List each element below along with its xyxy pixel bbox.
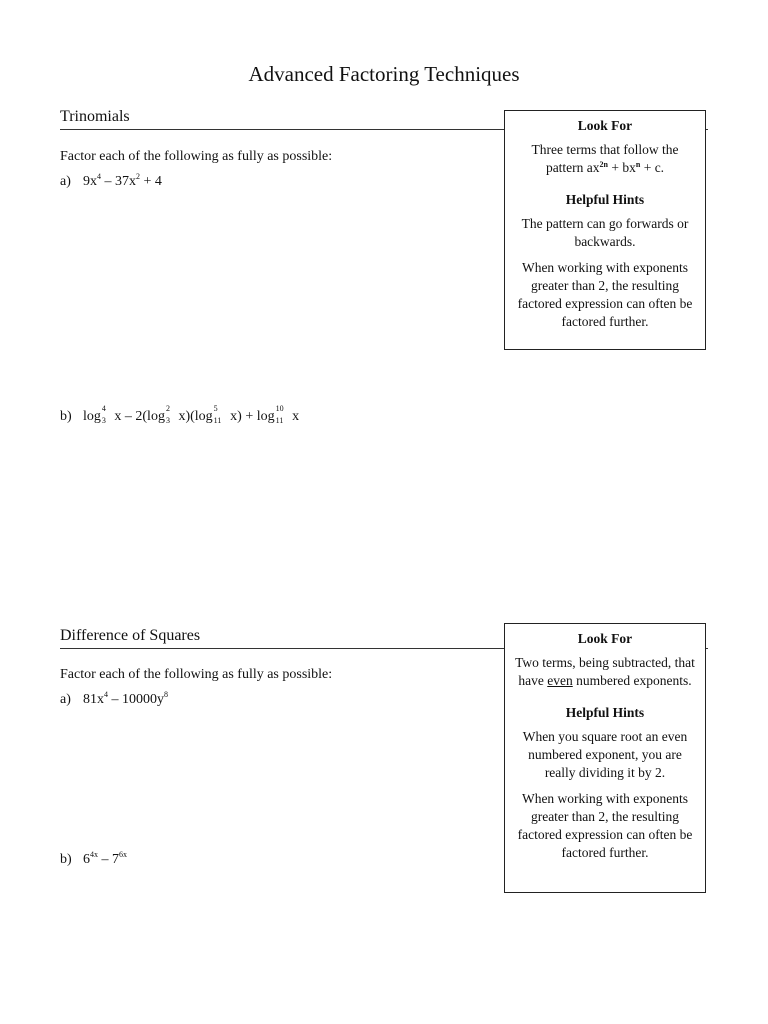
exponent: 4	[97, 172, 101, 181]
look-for-heading: Look For	[577, 118, 633, 133]
term: – 10000y	[108, 692, 164, 707]
exponent: n	[635, 160, 641, 169]
exponent: 4	[104, 690, 108, 699]
term: – 7	[98, 852, 119, 867]
hint-text: When working with exponents greater than 2, the resulting factored expression can often be factored further.	[517, 260, 693, 329]
log-power: 4	[101, 403, 106, 413]
log-base: 3	[165, 415, 170, 425]
term: x) + log	[226, 409, 275, 424]
hint-text: When you square root an even numbered exponent, you are really dividing it by 2.	[522, 729, 688, 780]
hint-box-trinomials	[504, 110, 706, 350]
log-term: log	[83, 409, 101, 424]
exponent: 4x	[90, 850, 98, 859]
problem-letter: a)	[60, 174, 71, 189]
section-heading-difference-of-squares: Difference of Squares	[60, 627, 201, 644]
log-power: 5	[213, 403, 218, 413]
hint-text: The pattern can go forwards or backwards.	[521, 216, 689, 249]
log-base: 3	[101, 415, 106, 425]
exponent: 2n	[599, 160, 608, 169]
page-title: Advanced Factoring Techniques	[248, 62, 520, 86]
term: 9x	[83, 174, 97, 189]
log-base: 11	[275, 415, 284, 425]
log-base: 11	[213, 415, 222, 425]
underlined-word: even	[547, 673, 573, 688]
log-indices	[165, 403, 175, 425]
log-indices	[275, 403, 289, 425]
problem-letter: b)	[60, 852, 72, 867]
look-for-text	[513, 141, 697, 177]
problem-a-trinomial	[60, 174, 162, 190]
exponent: 6x	[119, 850, 127, 859]
term: x – 2(log	[110, 409, 165, 424]
helpful-hints-heading: Helpful Hints	[565, 705, 645, 720]
look-for-text-part: + bx	[608, 160, 636, 175]
section-heading-trinomials: Trinomials	[60, 108, 130, 125]
log-indices	[101, 403, 111, 425]
problem-letter: b)	[60, 409, 72, 424]
term: 81x	[83, 692, 104, 707]
instruction-text: Factor each of the following as fully as possible:	[60, 667, 333, 682]
problem-letter: a)	[60, 692, 71, 707]
hint-text: When working with exponents greater than 2, the resulting factored expression can often be factored further.	[517, 791, 693, 860]
look-for-text-part: numbered exponents.	[572, 673, 692, 688]
problem-b-logarithm	[60, 403, 300, 425]
helpful-hints-heading: Helpful Hints	[565, 192, 645, 207]
instruction-text: Factor each of the following as fully as possible:	[60, 149, 333, 164]
look-for-text	[513, 654, 697, 690]
hint-box-difference-of-squares	[504, 623, 706, 893]
log-power: 10	[275, 403, 284, 413]
exponent: 8	[164, 690, 168, 699]
log-power: 2	[165, 403, 170, 413]
look-for-heading: Look For	[577, 631, 633, 646]
problem-b-difference-of-squares	[60, 852, 127, 868]
log-indices	[213, 403, 227, 425]
term: – 37x	[101, 174, 136, 189]
term: x	[288, 409, 300, 424]
look-for-text-part: Two terms, being subtracted, that have	[515, 655, 695, 688]
term: 6	[83, 852, 90, 867]
problem-a-difference-of-squares	[60, 692, 168, 708]
term: x)(log	[174, 409, 213, 424]
term: + 4	[140, 174, 162, 189]
look-for-text-part: Three terms that follow the pattern ax	[531, 142, 679, 175]
exponent: 2	[136, 172, 140, 181]
look-for-text-part: + c.	[640, 160, 665, 175]
